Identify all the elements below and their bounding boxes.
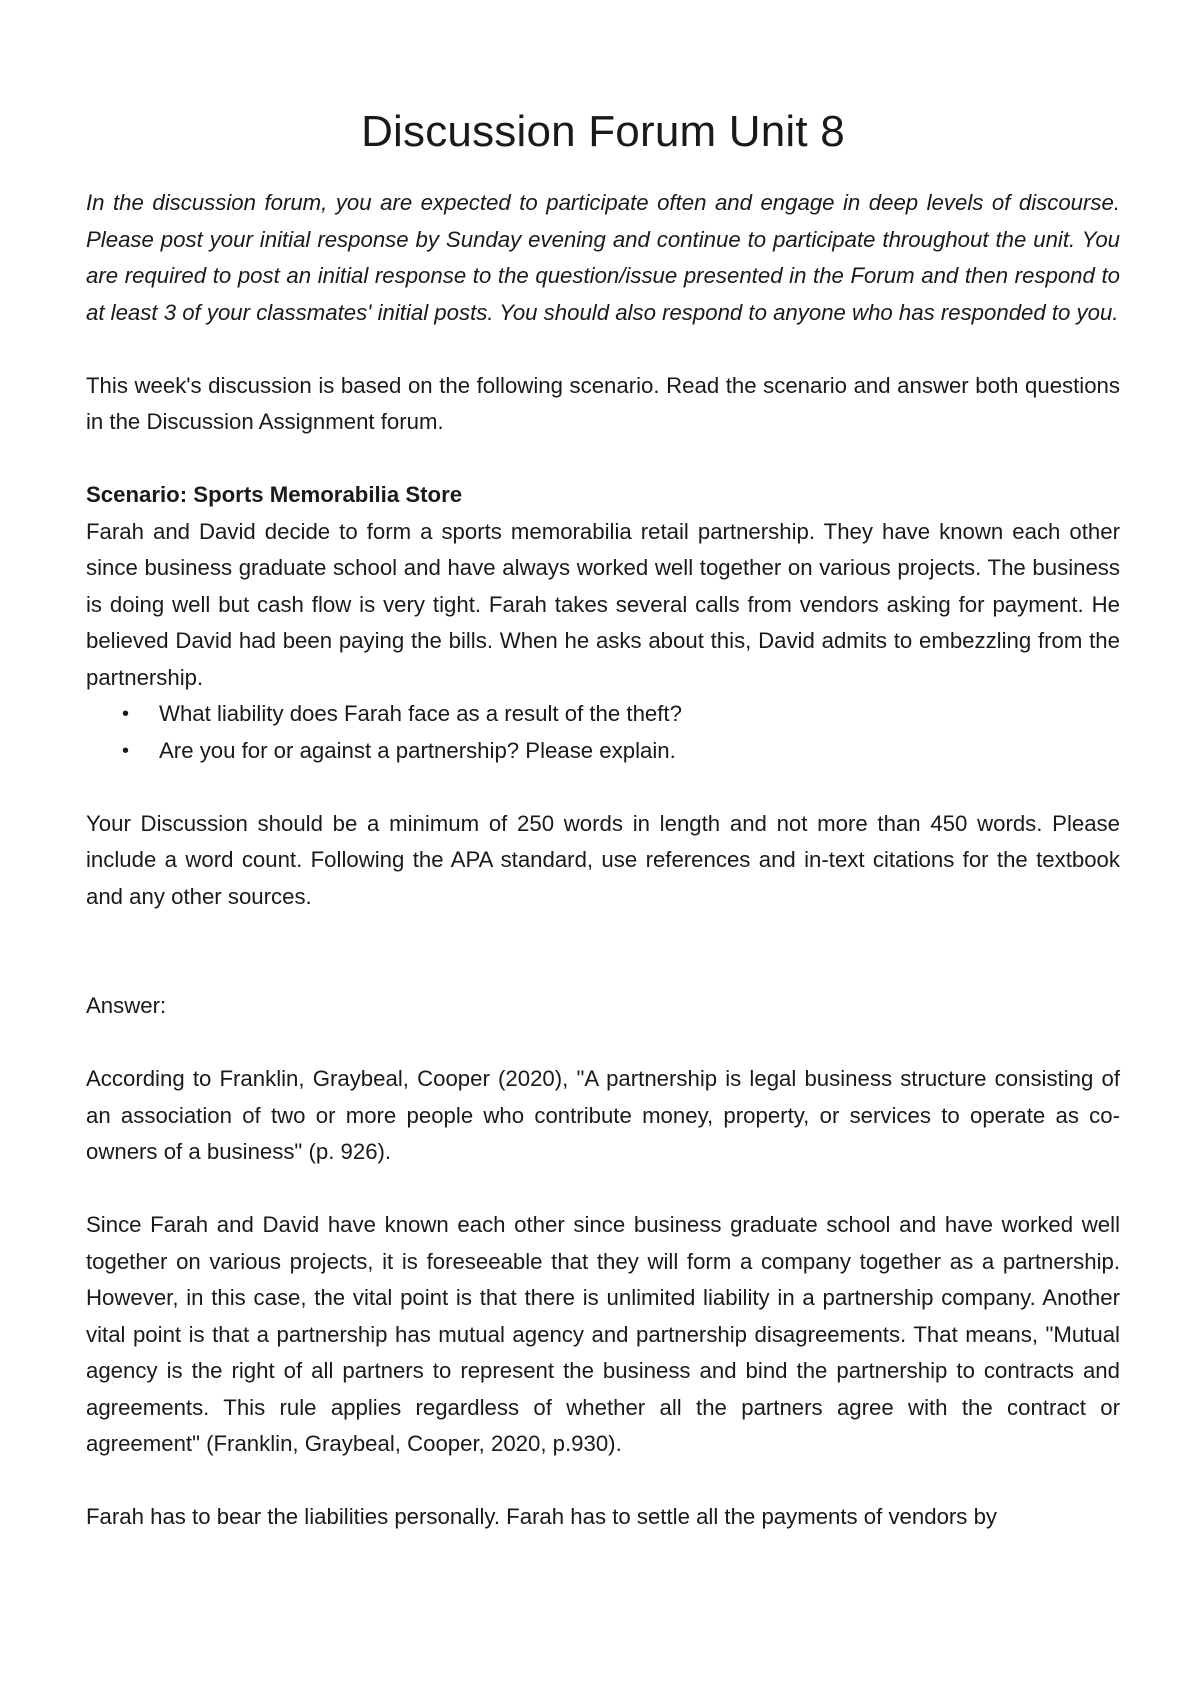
scenario-questions-list [86, 696, 1120, 769]
document-page [86, 0, 1120, 1536]
question-text: Are you for or against a partnership? Please explain. [159, 737, 676, 763]
list-item [86, 696, 1120, 733]
requirements-paragraph: Your Discussion should be a minimum of 250 words in length and not more than 450 words. Please include a word count. Following the APA standard, use references and in-text citations for the textbook and any other sources. [86, 810, 1120, 909]
answer-paragraph: According to Franklin, Graybeal, Cooper (2020), "A partnership is legal business structure consisting of an association of two or more people who contribute money, property, or services to operate as co-owners of a business" (p. 926). [86, 1066, 1120, 1164]
document-title: Discussion Forum Unit 8 [361, 107, 845, 156]
list-item [86, 733, 1120, 770]
answer-paragraph: Since Farah and David have known each other since business graduate school and have worked well together on various projects, it is foreseeable that they will form a company together as a partnership. However, in this case, the vital point is that there is unlimited liability in a partnership company. Another vital point is that a partnership has mutual agency and partnership disagreements. That means, "Mutual agency is the right of all partners to represent the business and bind the partnership to contracts and agreements. This rule applies regardless of whether all the partners agree with the contract or agreement" (Franklin, Graybeal, Cooper, 2020, p.930). [86, 1212, 1120, 1456]
spacer [86, 1171, 1120, 1208]
answer-paragraph: Farah has to bear the liabilities personally. Farah has to settle all the payments of vendors by [86, 1504, 997, 1529]
spacer [86, 915, 1120, 988]
forum-instructions: In the discussion forum, you are expected to participate often and engage in deep levels of discourse. Please post your initial response by Sunday evening and continue to participate throughout the unit. You are required to post an initial response to the question/issue presented in the Forum and then respond to at least 3 of your classmates' initial posts. You should also respond to anyone who has responded to you. [86, 190, 1120, 325]
spacer [86, 441, 1120, 478]
spacer [86, 1025, 1120, 1062]
scenario-heading: Scenario: Sports Memorabilia Store [86, 482, 463, 507]
bullet-icon: • [122, 739, 130, 762]
question-text: What liability does Farah face as a result of the theft? [159, 701, 682, 726]
spacer [86, 331, 1120, 368]
answer-label: Answer: [86, 993, 167, 1018]
spacer [86, 769, 1120, 806]
scenario-body: Farah and David decide to form a sports memorabilia retail partnership. They have known each other since business graduate school and have always worked well together on various projects. The business is doing well but cash flow is very tight. Farah takes several calls from vendors asking for payment. He believed David had been paying the bills. When he asks about this, David admits to embezzling from the partnership. [86, 518, 1120, 690]
bullet-icon: • [122, 703, 130, 725]
spacer [86, 1463, 1120, 1500]
week-intro-paragraph: This week's discussion is based on the following scenario. Read the scenario and answer both questions in the Discussion Assignment forum. [86, 372, 1120, 434]
